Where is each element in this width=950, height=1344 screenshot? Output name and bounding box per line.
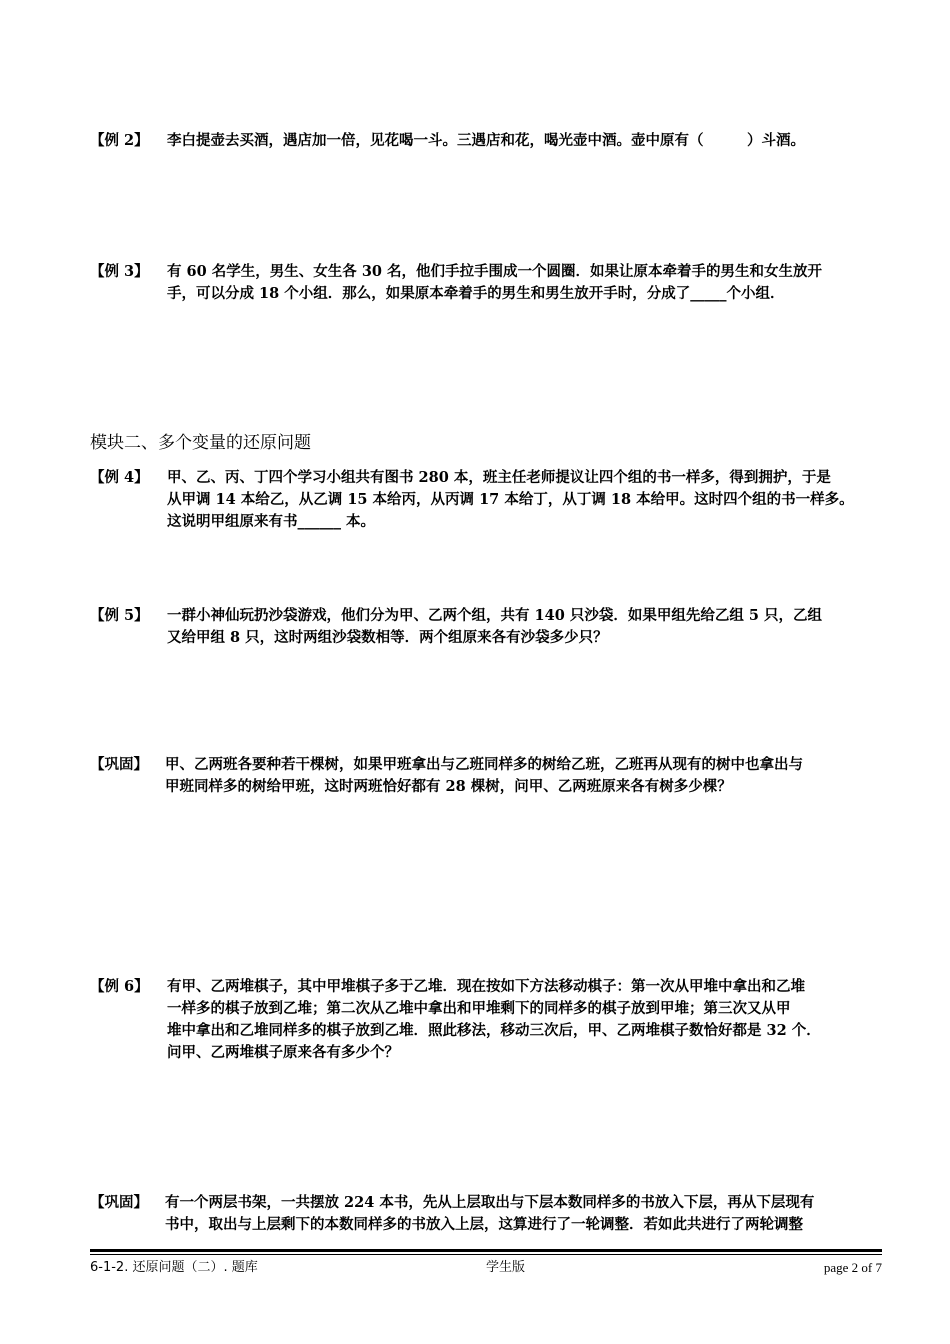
text-line: 有 60 名学生，男生、女生各 30 名，他们手拉手围成一个圆圈．如果让原本牵着手的男生和女生放开 [167,263,823,280]
footer-page-number: page 2 of 7 [823,1260,882,1275]
text-line: 一样多的棋子放到乙堆；第二次从乙堆中拿出和甲堆剩下的同样多的棋子放到甲堆；第三次又从甲 [167,1000,791,1017]
practice-text [165,1192,885,1236]
example-6 [90,976,885,1064]
practice-2 [90,1192,885,1236]
text-line: 甲、乙、丙、丁四个学习小组共有图书 280 本，班主任老师提议让四个组的书一样多，得到拥护，于是 [167,469,831,486]
text-line: 李白提壶去买酒，遇店加一倍，见花喝一斗。三遇店和花，喝光壶中酒。壶中原有（ ）斗酒。 [167,132,805,149]
text-line: 一群小神仙玩扔沙袋游戏，他们分为甲、乙两个组，共有 140 只沙袋．如果甲组先给乙组 5 只，乙组 [167,607,823,624]
text-line: 手，可以分成 18 个小组．那么，如果原本牵着手的男生和男生放开手时，分成了_____个小组． [167,285,785,302]
text-line: 有甲、乙两堆棋子，其中甲堆棋子多于乙堆．现在按如下方法移动棋子：第一次从甲堆中拿出和乙堆 [167,978,805,995]
text-line: 甲班同样多的树给甲班，这时两班恰好都有 28 棵树，问甲、乙两班原来各有树多少棵？ [165,778,732,795]
example-4 [90,467,885,533]
practice-tag: 【巩固】 [90,756,148,773]
text-line: 从甲调 14 本给乙，从乙调 15 本给丙，从丙调 17 本给丁，从丁调 18 本给甲。这时四个组的书一样多。 [167,491,854,508]
text-line: 问甲、乙两堆棋子原来各有多少个？ [167,1044,399,1061]
example-tag: 【例 3】 [90,263,149,280]
text-line: 这说明甲组原来有书______ 本。 [167,513,376,530]
text-line: 又给甲组 8 只，这时两组沙袋数相等．两个组原来各有沙袋多少只？ [167,629,608,646]
footer-center: 学生版 [486,1260,526,1275]
practice-tag: 【巩固】 [90,1194,148,1211]
example-tag: 【例 2】 [90,132,149,149]
text-line: 甲、乙两班各要种若干棵树，如果甲班拿出与乙班同样多的树给乙班，乙班再从现有的树中也拿出与 [165,756,803,773]
footer-rule-thin [90,1254,882,1255]
example-tag: 【例 6】 [90,978,149,995]
example-text [167,261,885,305]
example-tag: 【例 5】 [90,607,149,624]
section-title: 模块二、多个变量的还原问题 [90,433,311,453]
example-2 [90,130,885,152]
text-line: 有一个两层书架，一共摆放 224 本书，先从上层取出与下层本数同样多的书放入下层，再从下层现有 [165,1194,815,1211]
example-tag: 【例 4】 [90,469,149,486]
footer-rule-thick [90,1249,882,1252]
example-text [167,130,885,152]
footer-left: 6-1-2. 还原问题（二）. 题库 [90,1260,258,1275]
text-line: 堆中拿出和乙堆同样多的棋子放到乙堆．照此移法，移动三次后，甲、乙两堆棋子数恰好都是 32 个． [167,1022,821,1039]
practice-1 [90,754,885,798]
example-5 [90,605,885,649]
example-text [167,976,885,1064]
example-text [167,467,885,533]
example-3 [90,261,885,305]
practice-text [165,754,885,798]
example-text [167,605,885,649]
text-line: 书中，取出与上层剩下的本数同样多的书放入上层，这算进行了一轮调整．若如此共进行了两轮调整 [165,1216,803,1233]
